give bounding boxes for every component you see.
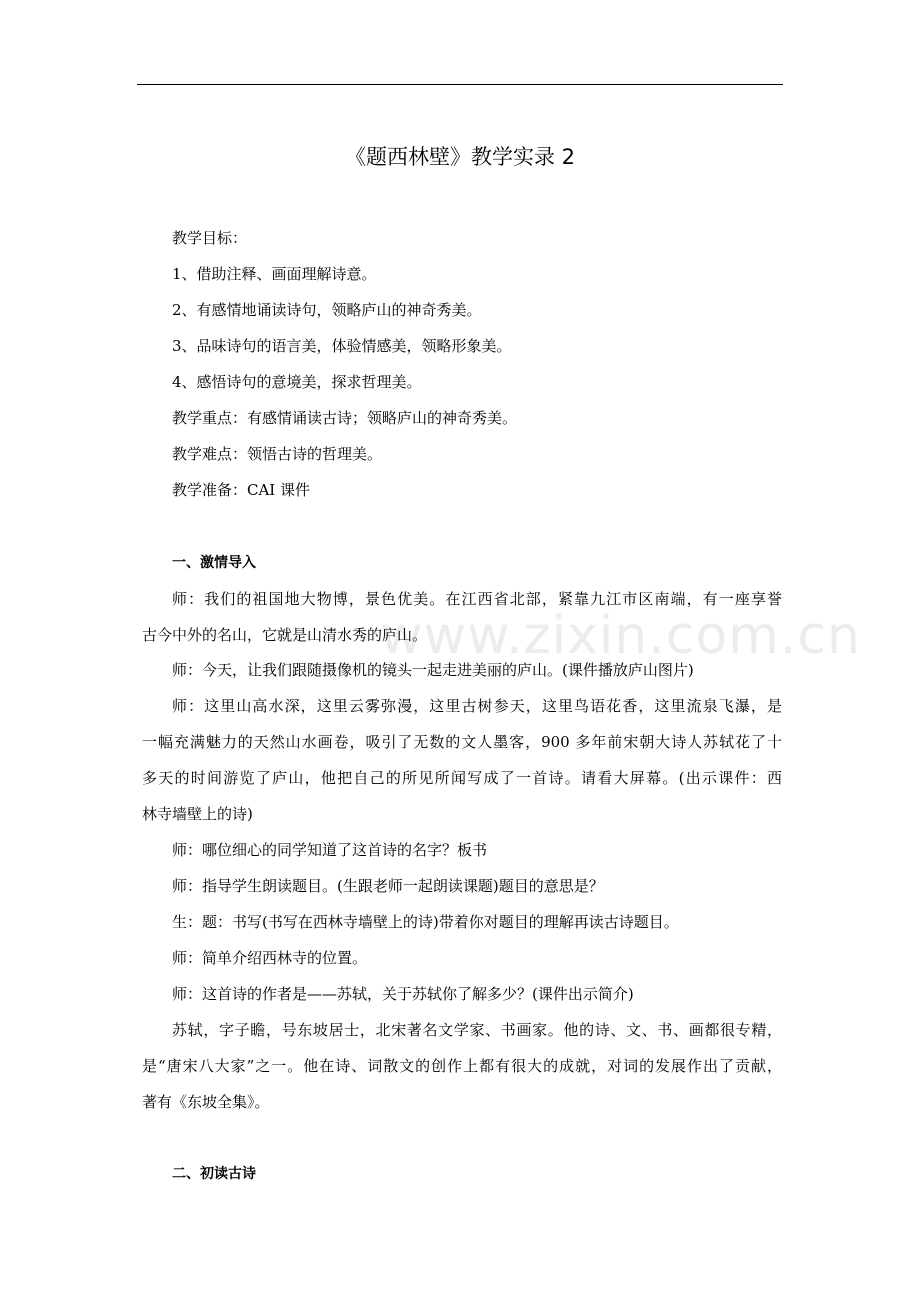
paragraph-line: 生：题：书写(书写在西林寺墙壁上的诗)带着你对题目的理解再读古诗题目。: [172, 913, 679, 931]
paragraph-line: 一幅充满魅力的天然山水画卷，吸引了无数的文人墨客，900 多年前宋朝大诗人苏轼花了十: [142, 733, 782, 751]
paragraph-line: 师：这里山高水深，这里云雾弥漫，这里古树参天，这里鸟语花香，这里流泉飞瀑，是: [172, 697, 782, 715]
objective-item: 4、感悟诗句的意境美，探求哲理美。: [172, 373, 422, 391]
header-rule: [137, 84, 783, 85]
key-point: 教学重点：有感情诵读古诗；领略庐山的神奇秀美。: [172, 409, 518, 427]
paragraph-line: 是“唐宋八大家”之一。他在诗、词散文的创作上都有很大的成就，对词的发展作出了贡献，: [142, 1057, 782, 1075]
preparation: 教学准备：CAI 课件: [172, 481, 311, 499]
paragraph-line: 师：这首诗的作者是——苏轼，关于苏轼你了解多少？(课件出示简介): [172, 985, 634, 1003]
paragraph-line: 师：哪位细心的同学知道了这首诗的名字？板书: [172, 841, 488, 859]
paragraph-line: 师：我们的祖国地大物博，景色优美。在江西省北部，紧靠九江市区南端，有一座享誉: [172, 590, 782, 608]
section-heading: 二、初读古诗: [172, 1166, 256, 1182]
paragraph-line: 苏轼，字子瞻，号东坡居士，北宋著名文学家、书画家。他的诗、文、书、画都很专精，: [172, 1021, 782, 1039]
watermark: www.zixin.com.cn: [380, 606, 861, 666]
difficulty: 教学难点：领悟古诗的哲理美。: [172, 445, 383, 463]
paragraph-line: 师：今天，让我们跟随摄像机的镜头一起走进美丽的庐山。(课件播放庐山图片): [172, 661, 694, 679]
paragraph-line: 古今中外的名山，它就是山清水秀的庐山。: [142, 626, 428, 644]
paragraph-line: 著有《东坡全集》。: [142, 1093, 270, 1111]
page-title: 《题西林壁》教学实录 2: [344, 145, 576, 169]
paragraph-line: 多天的时间游览了庐山，他把自己的所见所闻写成了一首诗。请看大屏幕。(出示课件：西: [142, 769, 782, 787]
paragraph-line: 师：简单介绍西林寺的位置。: [172, 949, 368, 967]
paragraph-line: 林寺墙壁上的诗): [142, 805, 253, 823]
objective-item: 1、借助注释、画面理解诗意。: [172, 265, 377, 283]
objectives-heading: 教学目标：: [172, 229, 248, 247]
section-heading: 一、激情导入: [172, 555, 256, 571]
paragraph-line: 师：指导学生朗读题目。(生跟老师一起朗读课题)题目的意思是？: [172, 877, 604, 895]
objective-item: 3、品味诗句的语言美，体验情感美，领略形象美。: [172, 337, 512, 355]
objective-item: 2、有感情地诵读诗句，领略庐山的神奇秀美。: [172, 301, 482, 319]
